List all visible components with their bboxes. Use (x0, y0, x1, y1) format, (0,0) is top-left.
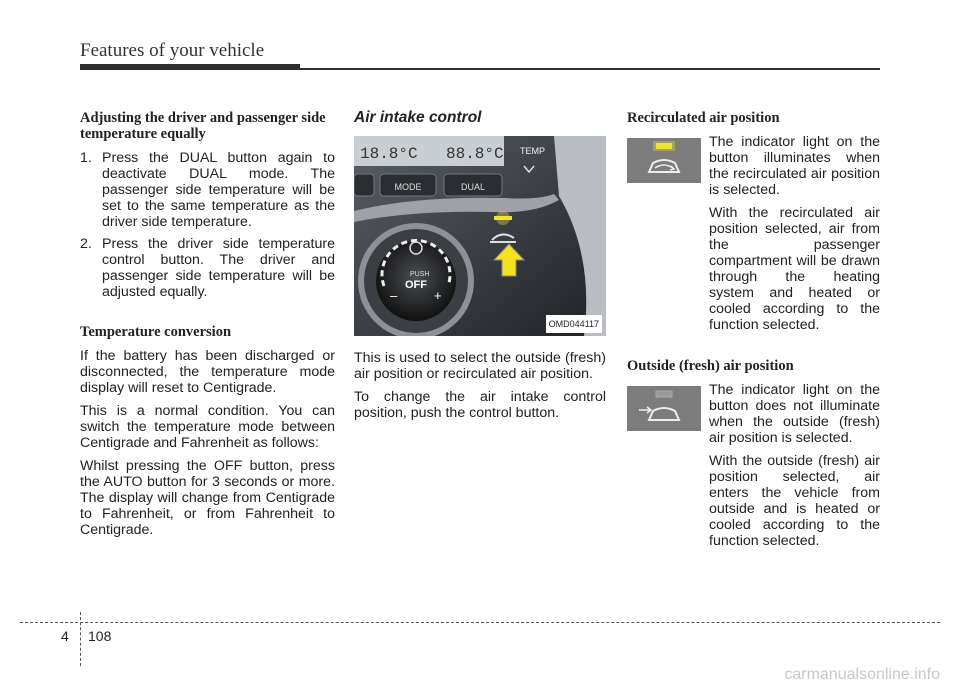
page-number: 108 (88, 628, 112, 644)
list-number: 1. (80, 150, 92, 166)
footer-rule (20, 622, 940, 623)
dual-button-label: DUAL (460, 182, 486, 192)
outside-air-block (627, 382, 880, 556)
display-right-temp: 88.8°C (446, 145, 504, 163)
paragraph: This is used to select the outside (fresh) air position or recirculated air position. (354, 350, 606, 382)
list-number: 2. (80, 236, 92, 252)
outside-air-icon (627, 386, 701, 431)
list-text: Press the driver side temperature control button. The driver and passenger side temperature will be adjusted equally. (102, 236, 335, 300)
temp-label: TEMP (520, 146, 546, 156)
display-left-temp: 18.8°C (360, 145, 418, 163)
paragraph: Whilst pressing the OFF button, press the AUTO button for 3 seconds or more. The display will change from Centigrade to Fahrenheit, or from Fahrenheit to Centigrade. (80, 458, 335, 538)
outside-indicator-image (627, 386, 701, 431)
paragraph: This is a normal condition. You can switch the temperature mode between Centigrade and Fahrenheit as follows: (80, 403, 335, 451)
knob-minus-label: – (390, 288, 398, 303)
footer-divider (80, 612, 81, 666)
section-heading-air-intake: Air intake control (354, 109, 482, 126)
knob-push-label: PUSH (410, 271, 430, 278)
paragraph: With the recirculated air position selected, air from the passenger compartment will be drawn through the heating system and heated or cooled according to the function selected. (709, 205, 880, 333)
recirculated-indicator-image (627, 138, 701, 183)
climate-panel-illustration (354, 136, 606, 336)
list-item (80, 236, 335, 300)
climate-control-photo (354, 136, 606, 336)
knob-plus-label: + (434, 288, 442, 303)
section-heading-recirculated: Recirculated air position (627, 110, 780, 126)
chapter-number: 4 (61, 628, 69, 644)
column-1 (80, 110, 335, 545)
column-2 (354, 110, 606, 428)
paragraph: With the outside (fresh) air position selected, air enters the vehicle from outside and is heated or cooled according to the function selected. (709, 453, 880, 549)
page-header-title: Features of your vehicle (80, 40, 265, 61)
header-rule-thin (300, 68, 880, 70)
mode-button-label: MODE (394, 182, 422, 192)
paragraph: The indicator light on the button illuminates when the recirculated air position is selected. (709, 134, 880, 198)
image-code: OMD044117 (546, 315, 602, 333)
column-3 (627, 110, 880, 556)
watermark: carmanualsonline.info (784, 666, 940, 683)
recirculated-block (627, 134, 880, 340)
section-heading-outside-air: Outside (fresh) air position (627, 358, 794, 374)
section-heading-equal-temp: Adjusting the driver and passenger side temperature equally (80, 110, 326, 142)
header-rule-thick (80, 64, 300, 70)
list-text: Press the DUAL button again to deactivate DUAL mode. The passenger side temperature will be set to the same temperature as the driver side temperature. (102, 150, 335, 230)
section-heading-temp-conversion: Temperature conversion (80, 324, 232, 340)
paragraph: To change the air intake control position, push the control button. (354, 389, 606, 421)
paragraph: If the battery has been discharged or disconnected, the temperature mode display will reset to Centigrade. (80, 348, 335, 396)
recirculated-air-icon (627, 138, 701, 183)
paragraph: The indicator light on the button does not illuminate when the outside (fresh) air position is selected. (709, 382, 880, 446)
knob-off-label: OFF (405, 279, 427, 291)
list-item (80, 150, 335, 230)
